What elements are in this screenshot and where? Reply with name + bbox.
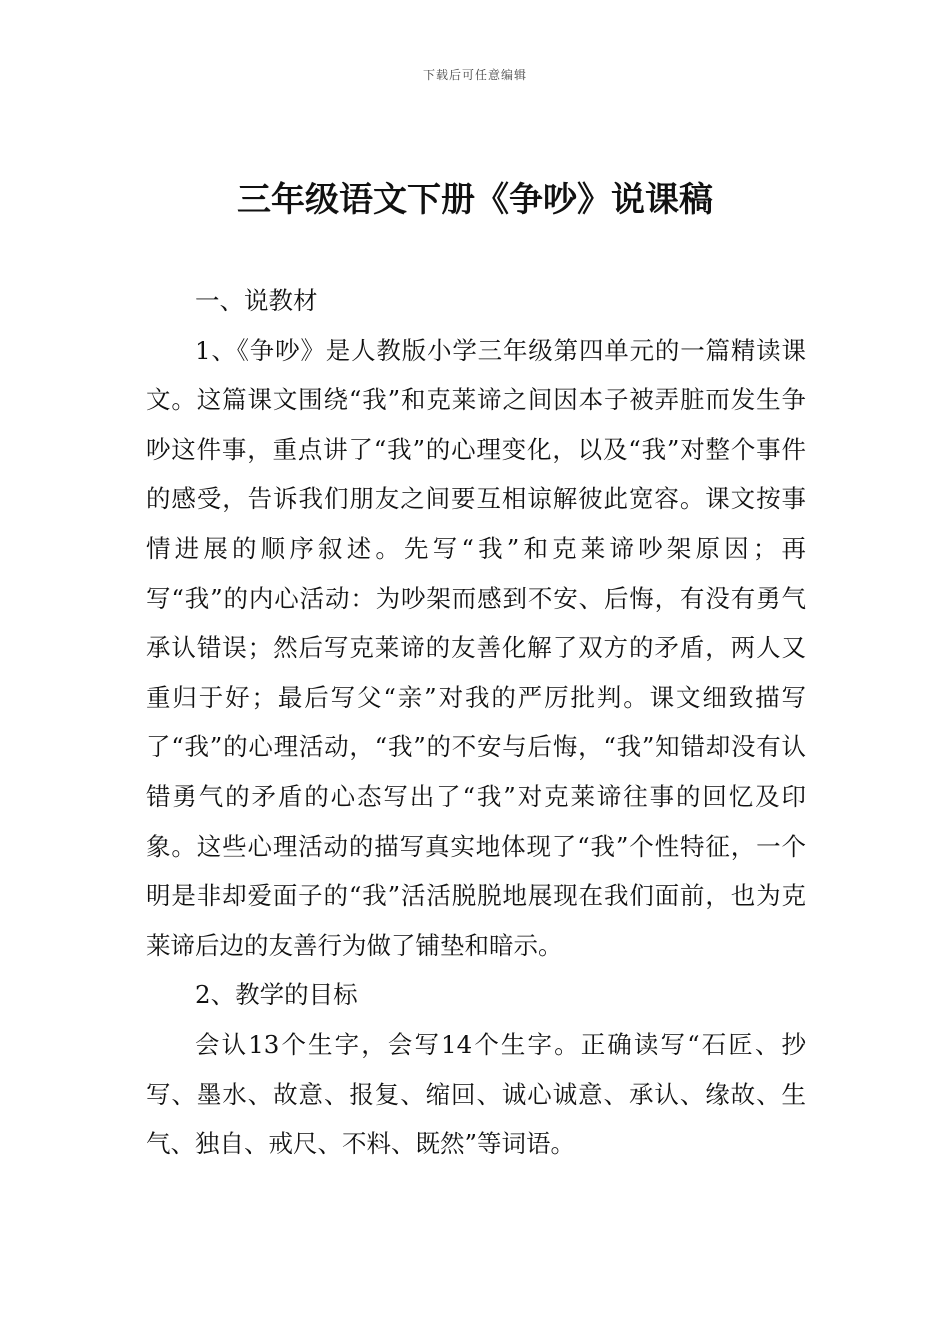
paragraph-text-analysis: 1、《争吵》是人教版小学三年级第四单元的一篇精读课文。这篇课文围绕“我”和克莱谛之间因本子被弄脏而发生争吵这件事，重点讲了“我”的心理变化，以及“我”对整个事件的感受，告诉我们朋友之间要互相谅解彼此宽容。课文按事情进展的顺序叙述。先写“我”和克莱谛吵架原因；再写“我”的内心活动：为吵架而感到不安、后悔，有没有勇气承认错误；然后写克莱谛的友善化解了双方的矛盾，两人又重归于好；最后写父“亲”对我的严厉批判。课文细致描写了“我”的心理活动，“我”的不安与后悔，“我”知错却没有认错勇气的矛盾的心态写出了“我”对克莱谛往事的回忆及印象。这些心理活动的描写真实地体现了“我”个性特征，一个明是非却爱面子的“我”活活脱脱地展现在我们面前，也为克莱谛后边的友善行为做了铺垫和暗示。 [146, 335, 806, 960]
section-heading-teaching-material: 一、说教材 [195, 286, 318, 315]
header-note: 下载后可任意编辑 [422, 68, 527, 82]
document-body [146, 276, 806, 1169]
document-title: 三年级语文下册《争吵》说课稿 [237, 180, 713, 220]
subheading-teaching-goals: 2、教学的目标 [195, 980, 358, 1010]
paragraph-vocabulary-goals: 会认13个生字，会写14个生字。正确读写“石匠、抄写、墨水、故意、报复、缩回、诚心诚意、承认、缘故、生气、独自、戒尺、不料、既然”等词语。 [146, 1029, 806, 1159]
